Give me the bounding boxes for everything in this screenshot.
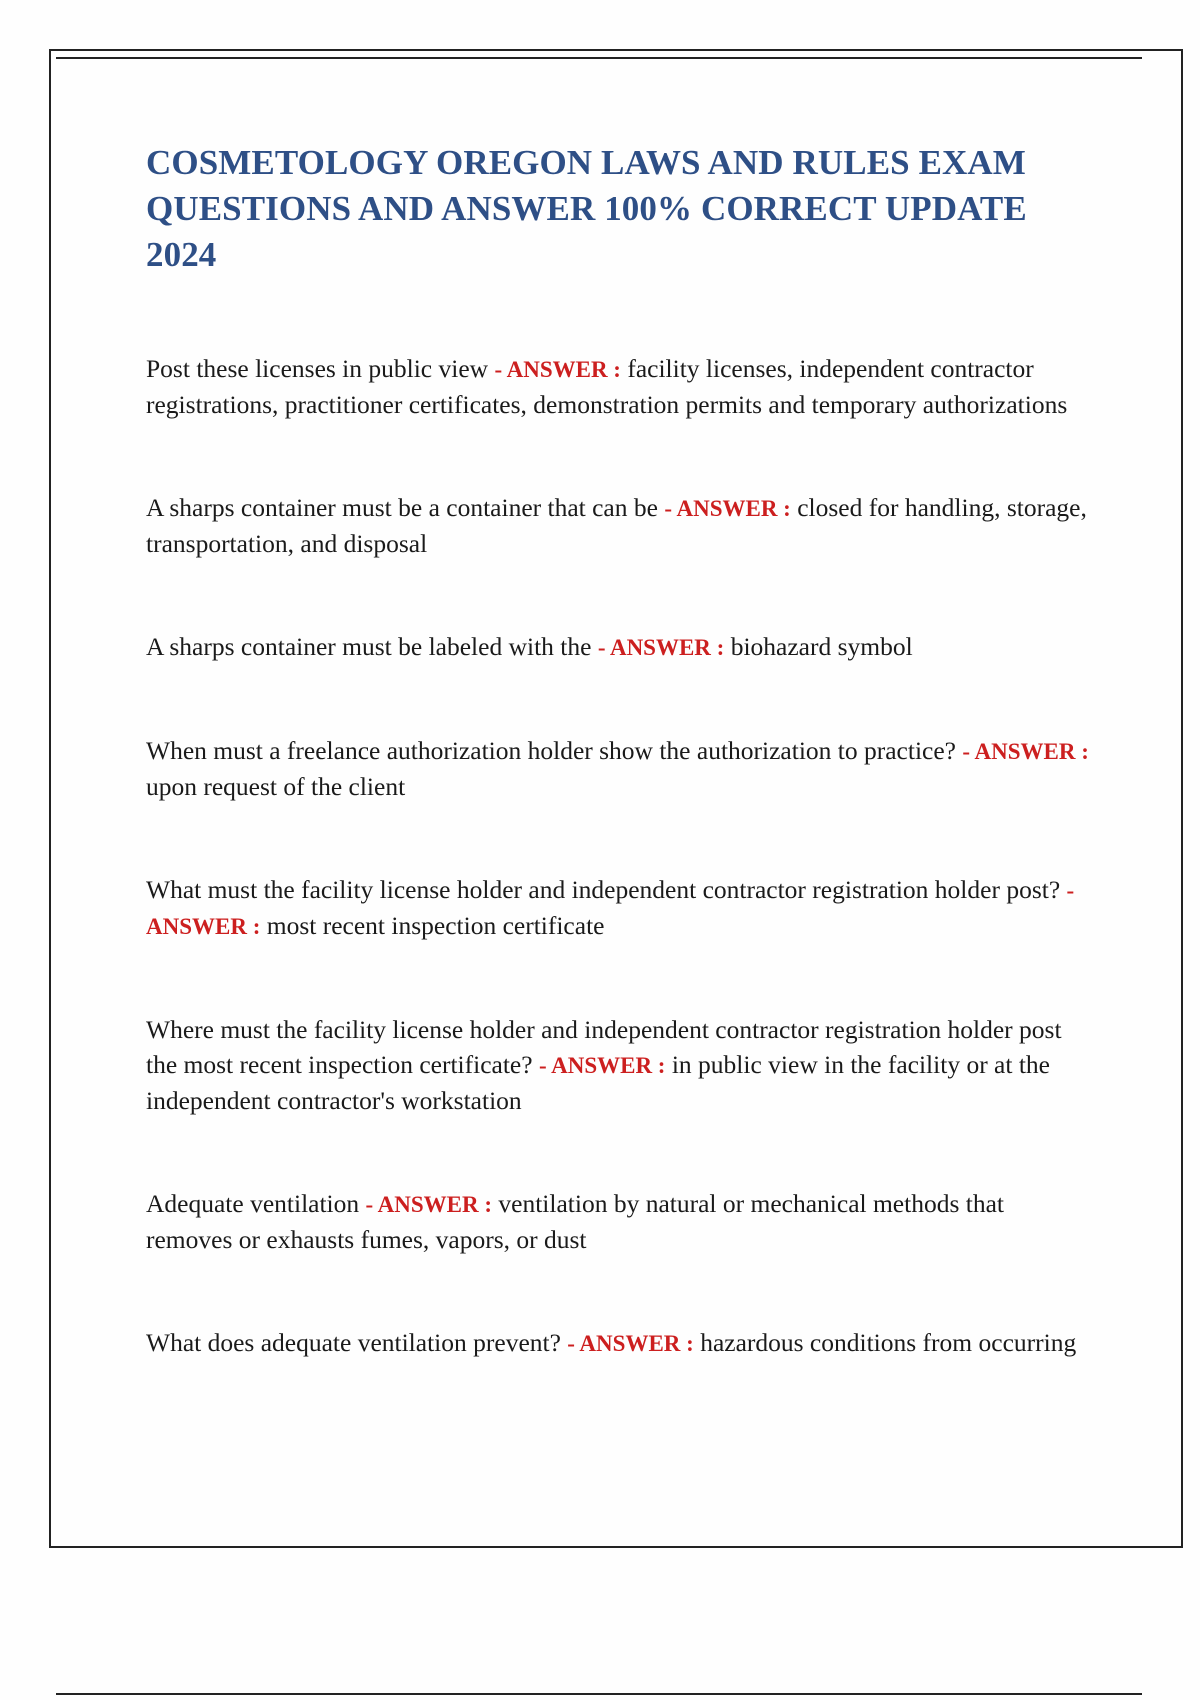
document-content bbox=[146, 140, 1096, 1361]
qa-item bbox=[146, 351, 1096, 422]
qa-item bbox=[146, 1186, 1096, 1257]
question-text: Adequate ventilation bbox=[146, 1189, 360, 1218]
question-text: Post these licenses in public view bbox=[146, 354, 489, 383]
question-text: Where must the facility license holder and independent contractor registration holder post the most recent inspection certificate? bbox=[146, 1015, 1062, 1079]
qa-item bbox=[146, 490, 1096, 561]
qa-item bbox=[146, 629, 1096, 665]
qa-item bbox=[146, 1012, 1096, 1118]
answer-text: closed for handling, storage, transportation, and disposal bbox=[146, 493, 1087, 558]
top-rule bbox=[56, 57, 1142, 59]
question-text: When must a freelance authorization holder show the authorization to practice? bbox=[146, 736, 956, 765]
qa-item bbox=[146, 1325, 1096, 1361]
qa-item bbox=[146, 872, 1096, 944]
answer-text: hazardous conditions from occurring bbox=[700, 1328, 1077, 1357]
answer-text: upon request of the client bbox=[146, 772, 406, 801]
answer-marker: - ANSWER : bbox=[597, 635, 725, 660]
bottom-rule bbox=[56, 1693, 1142, 1695]
document-title: COSMETOLOGY OREGON LAWS AND RULES EXAM QUESTIONS AND ANSWER 100% CORRECT UPDATE 2024 bbox=[146, 143, 1027, 274]
question-text: A sharps container must be labeled with the bbox=[146, 632, 592, 661]
answer-marker: - ANSWER : bbox=[365, 1192, 493, 1217]
answer-text: facility licenses, independent contractor registrations, practitioner certificates, demonstration permits and temporary authorizations bbox=[146, 354, 1068, 419]
answer-marker: - ANSWER : bbox=[538, 1053, 666, 1078]
question-text: A sharps container must be a container that can be bbox=[146, 493, 658, 522]
answer-text: biohazard symbol bbox=[730, 632, 913, 661]
answer-marker: - ANSWER : bbox=[962, 739, 1089, 764]
answer-text: in public view in the facility or at the independent contractor's workstation bbox=[146, 1050, 1050, 1115]
answer-text: most recent inspection certificate bbox=[266, 911, 605, 940]
qa-item bbox=[146, 733, 1096, 804]
question-text: What must the facility license holder and independent contractor registration holder post? bbox=[146, 875, 1061, 904]
answer-marker: - ANSWER : bbox=[494, 357, 621, 382]
question-text: What does adequate ventilation prevent? bbox=[146, 1328, 561, 1357]
answer-text: ventilation by natural or mechanical methods that removes or exhausts fumes, vapors, or dust bbox=[146, 1189, 1004, 1254]
answer-marker: - ANSWER : bbox=[146, 878, 1075, 939]
answer-marker: - ANSWER : bbox=[664, 496, 791, 521]
qa-list bbox=[146, 351, 1096, 1361]
answer-marker: - ANSWER : bbox=[567, 1331, 694, 1356]
